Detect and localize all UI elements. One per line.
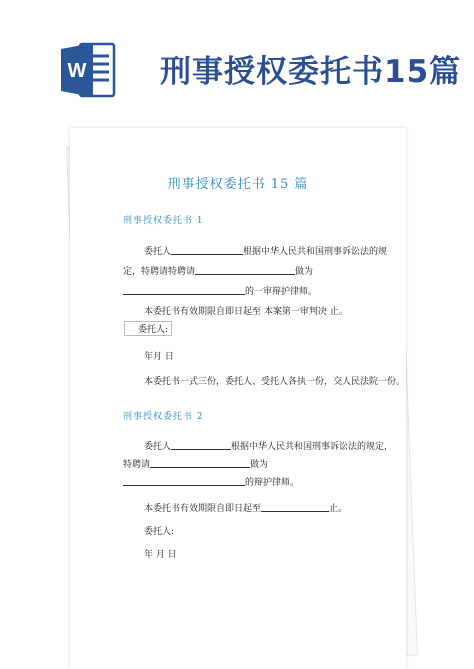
s2-line-4 bbox=[144, 501, 347, 514]
s2-line-5: 委托人: bbox=[144, 527, 175, 537]
s1-line-1-a: 委托人 bbox=[144, 247, 172, 257]
s1-line-7: 本委托书一式三份，委托人、受托人各执一份，交人民法院一份。 bbox=[144, 377, 406, 387]
s1-line-4: 本委托书有效期限自即日起至 本案第一审判决 止。 bbox=[144, 307, 348, 317]
s1-signer-label: 委托人: bbox=[138, 325, 169, 335]
blank-field bbox=[150, 458, 250, 468]
word-document-icon bbox=[60, 40, 116, 100]
section-heading-2: 刑事授权委托书 2 bbox=[123, 412, 204, 422]
blank-field bbox=[171, 440, 231, 450]
s1-line-3 bbox=[123, 284, 317, 297]
blank-field bbox=[171, 245, 243, 255]
s2-line-1-b: 根据中华人民共和国刑事诉讼法的规定， bbox=[231, 442, 394, 452]
document-title: 刑事授权委托书 15 篇 bbox=[167, 177, 309, 192]
s1-line-3-text: 的一审辩护律师。 bbox=[245, 287, 318, 297]
s2-line-4-b: 止。 bbox=[329, 504, 348, 514]
s1-line-1-b: 根据中华人民共和国刑事诉讼法的规 bbox=[243, 247, 388, 257]
s1-signer-box bbox=[124, 321, 172, 336]
section-heading-1: 刑事授权委托书 1 bbox=[123, 216, 204, 226]
blank-field bbox=[261, 502, 329, 512]
s2-line-3 bbox=[123, 475, 299, 488]
s1-line-2-b: 做为 bbox=[295, 267, 314, 277]
blank-field bbox=[195, 265, 295, 275]
blank-field bbox=[123, 476, 245, 486]
s2-line-6: 年 月 日 bbox=[144, 550, 177, 560]
s2-line-2 bbox=[123, 457, 268, 470]
s2-line-1 bbox=[144, 439, 393, 452]
s1-line-2 bbox=[123, 264, 313, 277]
s2-line-2-b: 做为 bbox=[250, 460, 269, 470]
s1-line-2-a: 定，特聘请特聘请 bbox=[123, 267, 196, 277]
s2-line-2-a: 特聘请 bbox=[123, 460, 151, 470]
s1-line-5 bbox=[130, 321, 172, 336]
s2-line-1-a: 委托人 bbox=[144, 442, 172, 452]
document-page[interactable] bbox=[70, 128, 406, 669]
banner bbox=[0, 0, 474, 118]
word-icon-letter: W bbox=[67, 60, 87, 82]
s2-line-3-text: 的辩护律师。 bbox=[245, 478, 300, 488]
s1-line-1 bbox=[144, 244, 387, 257]
s2-line-4-a: 本委托书有效期限自即日起至 bbox=[144, 504, 262, 514]
blank-field bbox=[123, 285, 245, 295]
s1-line-6: 年月 日 bbox=[144, 352, 174, 362]
banner-title: 刑事授权委托书15篇 bbox=[160, 54, 462, 90]
